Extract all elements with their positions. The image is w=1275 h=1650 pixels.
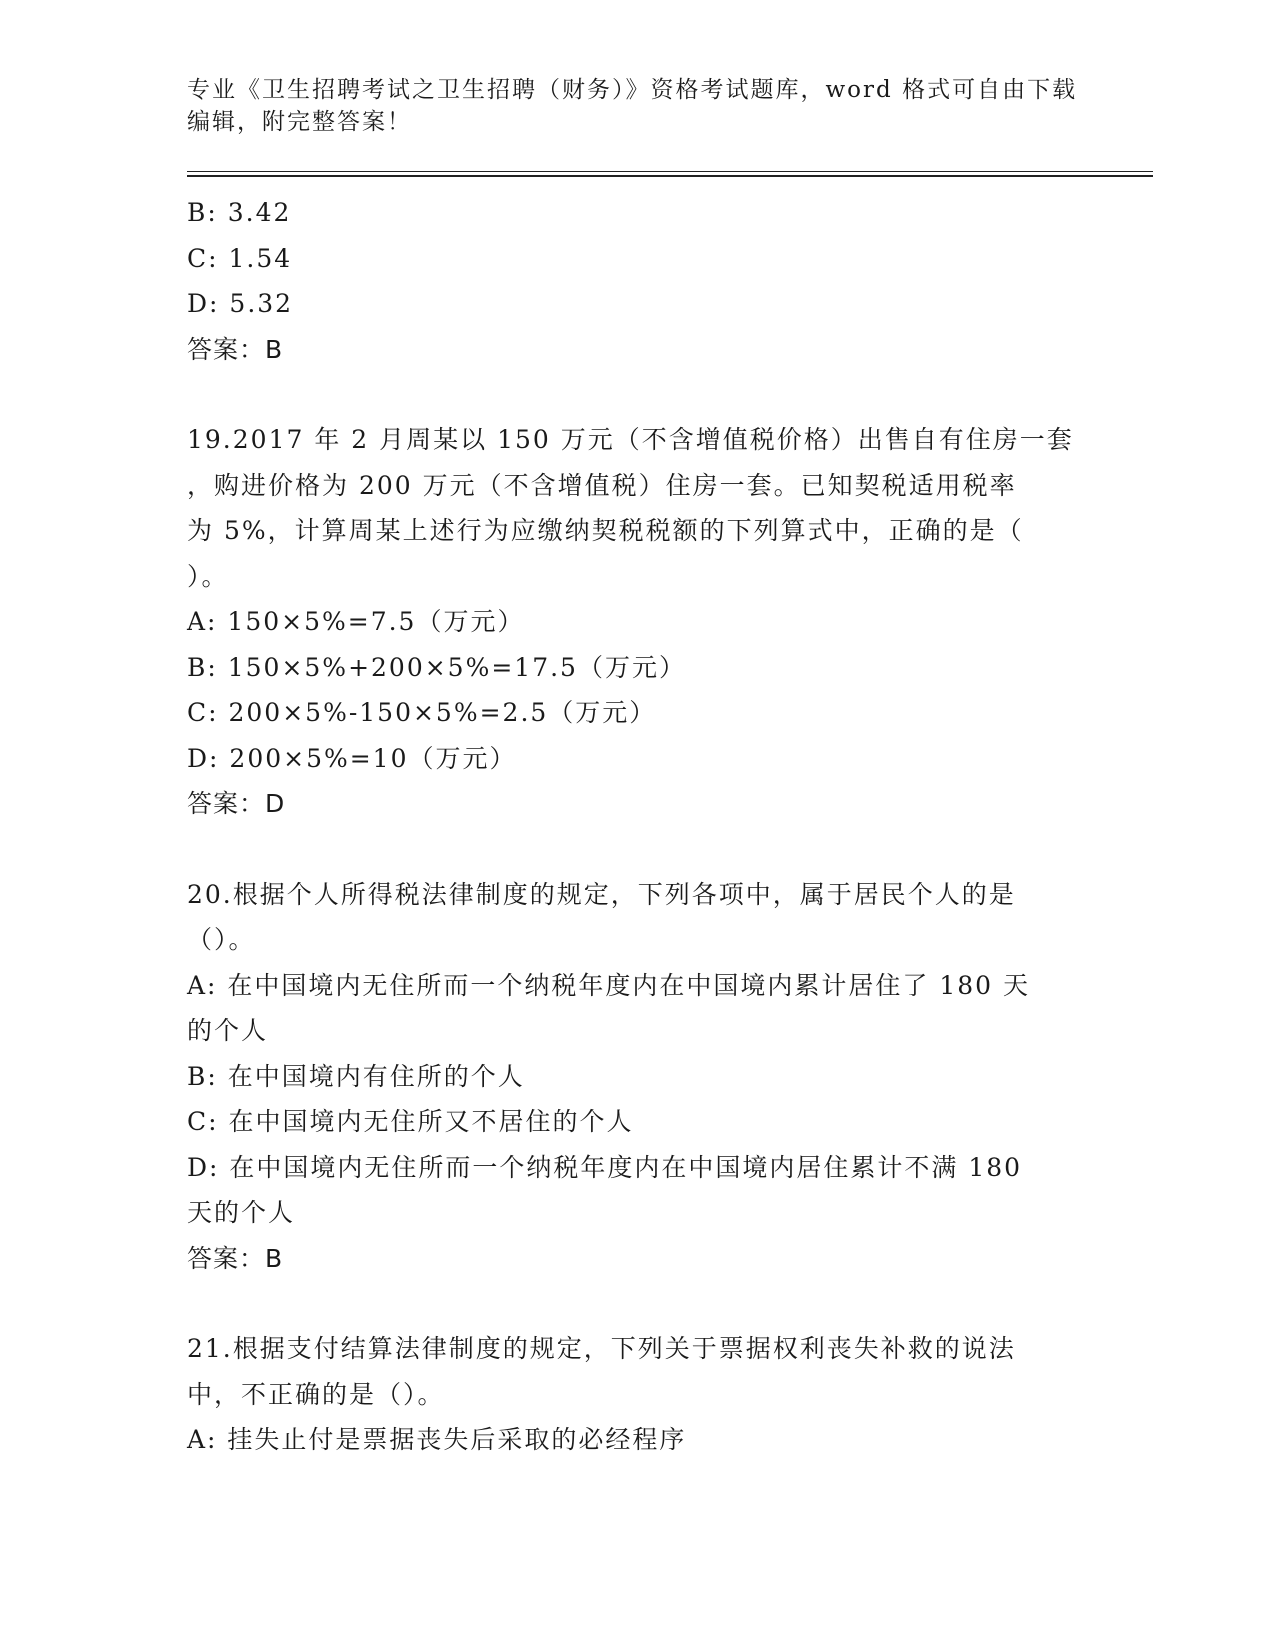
q21-stem-line-2: 中，不正确的是（）。 [187, 1379, 445, 1409]
q20-option-c: C: 在中国境内无住所又不居住的个人 [187, 1107, 634, 1136]
q19-option-c: C: 200×5%-150×5%=2.5（万元） [187, 698, 657, 727]
header-rule-thick [187, 175, 1153, 177]
question-19-block [187, 417, 1087, 827]
q21-stem-line-1: 21.根据支付结算法律制度的规定，下列关于票据权利丧失补救的说法 [187, 1334, 1016, 1363]
q20-option-a-line-2: 的个人 [187, 1016, 269, 1045]
q18-option-d: D: 5.32 [187, 289, 294, 318]
header-line-2: 编辑，附完整答案！ [187, 109, 412, 135]
header-rule-thin [187, 171, 1153, 172]
page-header [187, 74, 1078, 138]
q18-option-c: C: 1.54 [187, 243, 293, 273]
question-20-block [187, 872, 1087, 1282]
q19-option-a: A: 150×5%=7.5（万元） [187, 607, 525, 636]
q19-stem-line-4: ）。 [187, 561, 229, 591]
q20-option-a-line-1: A: 在中国境内无住所而一个纳税年度内在中国境内累计居住了 180 天 [187, 970, 1031, 1000]
q20-option-d-line-2: 天的个人 [187, 1198, 296, 1227]
q18-answer: 答案：B [187, 334, 284, 364]
question-18-block [187, 190, 1087, 372]
spacer [187, 1281, 1087, 1326]
q19-stem-line-3: 为 5%，计算周某上述行为应缴纳契税税额的下列算式中，正确的是（ [187, 516, 1024, 545]
spacer [187, 372, 1087, 417]
q20-stem-line-2: （）。 [187, 925, 256, 954]
q18-option-b: B: 3.42 [187, 198, 292, 227]
q19-option-d: D: 200×5%=10（万元） [187, 743, 517, 773]
q20-stem-line-1: 20.根据个人所得税法律制度的规定，下列各项中，属于居民个人的是 [187, 879, 1016, 909]
header-line-1: 专业《卫生招聘考试之卫生招聘（财务）》资格考试题库，word 格式可自由下载 [187, 77, 1078, 103]
q19-answer: 答案：D [187, 789, 286, 818]
spacer [187, 827, 1087, 872]
q19-stem-line-2: ，购进价格为 200 万元（不含增值税）住房一套。已知契税适用税率 [187, 470, 1017, 500]
q20-option-d-line-1: D: 在中国境内无住所而一个纳税年度内在中国境内居住累计不满 180 [187, 1152, 1023, 1182]
question-21-block [187, 1326, 1087, 1463]
q19-stem-line-1: 19.2017 年 2 月周某以 150 万元（不含增值税价格）出售自有住房一套 [187, 425, 1074, 454]
q20-option-b: B: 在中国境内有住所的个人 [187, 1061, 525, 1091]
q20-answer: 答案：B [187, 1243, 284, 1273]
q21-option-a: A: 挂失止付是票据丧失后采取的必经程序 [187, 1425, 687, 1454]
q19-option-b: B: 150×5%+200×5%=17.5（万元） [187, 652, 686, 682]
question-content [187, 190, 1087, 1463]
